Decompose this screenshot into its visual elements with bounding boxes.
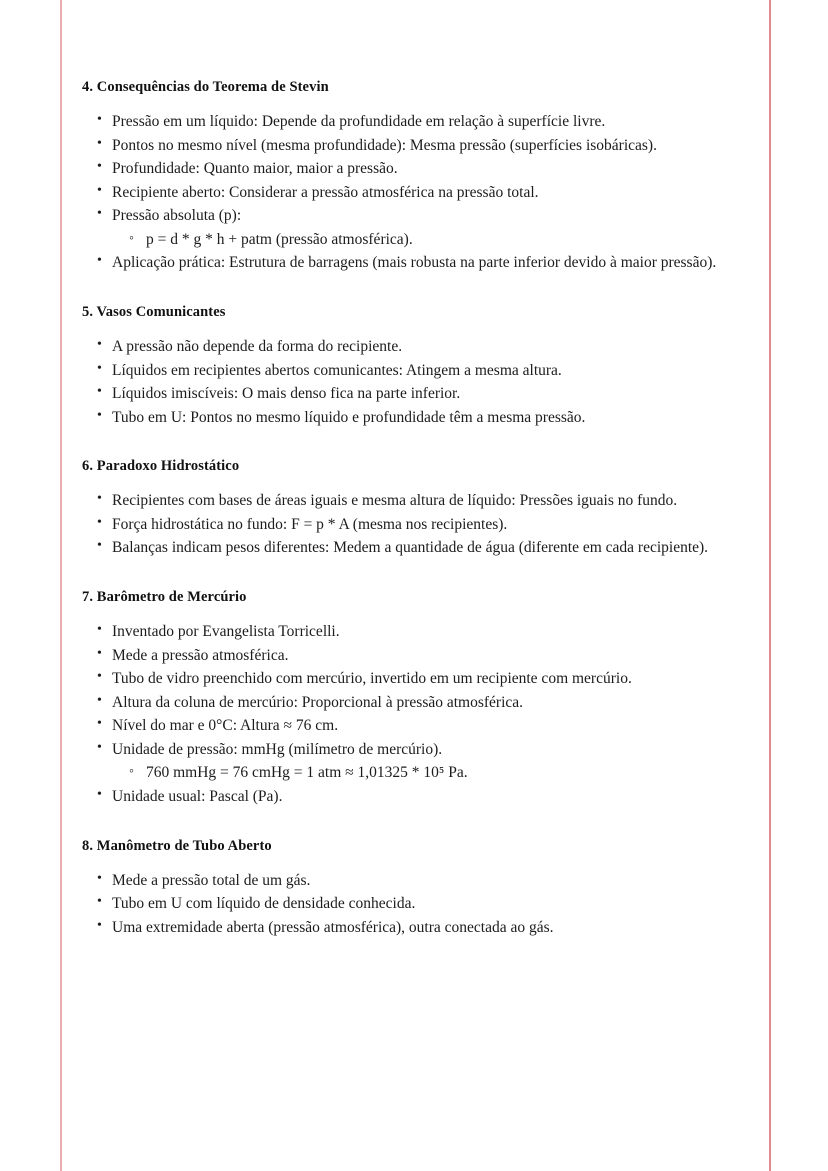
list-item-text: • Unidade de pressão: mmHg (milímetro de mercúrio). <box>112 740 443 758</box>
list-item <box>82 536 742 560</box>
page-margin-rule-right <box>769 0 771 1171</box>
sub-list-item-text: p = d * g * h + patm (pressão atmosférica). <box>146 230 413 248</box>
list-item <box>82 359 742 383</box>
list-item-text: • Força hidrostática no fundo: F = p * A (mesma nos recipientes). <box>112 515 508 533</box>
list-item <box>82 869 742 893</box>
list-item-text: • Nível do mar e 0°C: Altura ≈ 76 cm. <box>112 717 339 735</box>
list-item <box>82 489 742 513</box>
list-item <box>82 620 742 644</box>
section-heading: 8. Manômetro de Tubo Aberto <box>82 837 272 854</box>
section-bullet-list <box>82 620 742 808</box>
list-item-text: • Tubo em U: Pontos no mesmo líquido e profundidade têm a mesma pressão. <box>112 408 586 426</box>
page-margin-rule-left <box>60 0 62 1171</box>
list-item-text: • Pontos no mesmo nível (mesma profundidade): Mesma pressão (superfícies isobáricas). <box>112 136 657 154</box>
document-content <box>82 78 742 939</box>
section-heading: 7. Barômetro de Mercúrio <box>82 589 247 606</box>
sub-list-item <box>112 761 742 785</box>
list-item <box>82 134 742 158</box>
section-vasos-comunicantes <box>82 303 742 429</box>
section-bullet-list <box>82 335 742 429</box>
list-item-text: • Líquidos imiscíveis: O mais denso fica na parte inferior. <box>112 385 461 403</box>
list-item <box>82 406 742 430</box>
sub-bullet-list <box>112 228 742 252</box>
list-item <box>82 181 742 205</box>
list-item <box>82 204 742 251</box>
list-item-text: • Inventado por Evangelista Torricelli. <box>112 623 340 641</box>
list-item <box>82 382 742 406</box>
list-item <box>82 667 742 691</box>
section-barometro-de-mercurio <box>82 588 742 809</box>
list-item-text: • Uma extremidade aberta (pressão atmosférica), outra conectada ao gás. <box>112 918 554 936</box>
section-paradoxo-hidrostatico <box>82 457 742 560</box>
section-bullet-list <box>82 110 742 275</box>
list-item-text: • A pressão não depende da forma do recipiente. <box>112 338 403 356</box>
list-item-text: • Altura da coluna de mercúrio: Proporcional à pressão atmosférica. <box>112 693 524 711</box>
section-bullet-list <box>82 489 742 560</box>
list-item <box>82 644 742 668</box>
list-item-text: • Tubo de vidro preenchido com mercúrio, invertido em um recipiente com mercúrio. <box>112 670 632 688</box>
list-item <box>82 513 742 537</box>
section-bullet-list <box>82 869 742 940</box>
sub-bullet-list <box>112 761 742 785</box>
list-item-text: • Tubo em U com líquido de densidade conhecida. <box>112 895 416 913</box>
list-item <box>82 157 742 181</box>
list-item <box>82 916 742 940</box>
list-item <box>82 335 742 359</box>
list-item-text: • Pressão absoluta (p): <box>112 207 242 225</box>
section-consequencias-teorema-stevin <box>82 78 742 275</box>
list-item <box>82 738 742 785</box>
list-item-text: • Mede a pressão total de um gás. <box>112 871 311 889</box>
section-heading: 4. Consequências do Teorema de Stevin <box>82 79 329 95</box>
sub-list-item <box>112 228 742 252</box>
list-item-text: • Recipiente aberto: Considerar a pressão atmosférica na pressão total. <box>112 183 539 201</box>
list-item-text: • Pressão em um líquido: Depende da profundidade em relação à superfície livre. <box>112 113 606 131</box>
list-item-text: • Unidade usual: Pascal (Pa). <box>112 787 283 805</box>
list-item-text: • Líquidos em recipientes abertos comunicantes: Atingem a mesma altura. <box>112 361 562 379</box>
list-item-text: • Aplicação prática: Estrutura de barragens (mais robusta na parte inferior devido à maior pressão). <box>112 254 717 272</box>
sub-list-item-text: 760 mmHg = 76 cmHg = 1 atm ≈ 1,01325 * 10⁵ Pa. <box>146 764 468 782</box>
list-item-text: • Profundidade: Quanto maior, maior a pressão. <box>112 160 398 178</box>
list-item <box>82 785 742 809</box>
list-item-text: • Mede a pressão atmosférica. <box>112 646 289 664</box>
list-item-text: • Balanças indicam pesos diferentes: Medem a quantidade de água (diferente em cada recipiente). <box>112 539 709 557</box>
list-item <box>82 691 742 715</box>
list-item <box>82 892 742 916</box>
section-heading: 5. Vasos Comunicantes <box>82 303 226 320</box>
list-item <box>82 110 742 134</box>
section-heading: 6. Paradoxo Hidrostático <box>82 458 240 475</box>
section-manometro-de-tubo-aberto <box>82 837 742 940</box>
list-item <box>82 251 742 275</box>
list-item-text: • Recipientes com bases de áreas iguais e mesma altura de líquido: Pressões iguais no fundo. <box>112 492 678 510</box>
list-item <box>82 714 742 738</box>
